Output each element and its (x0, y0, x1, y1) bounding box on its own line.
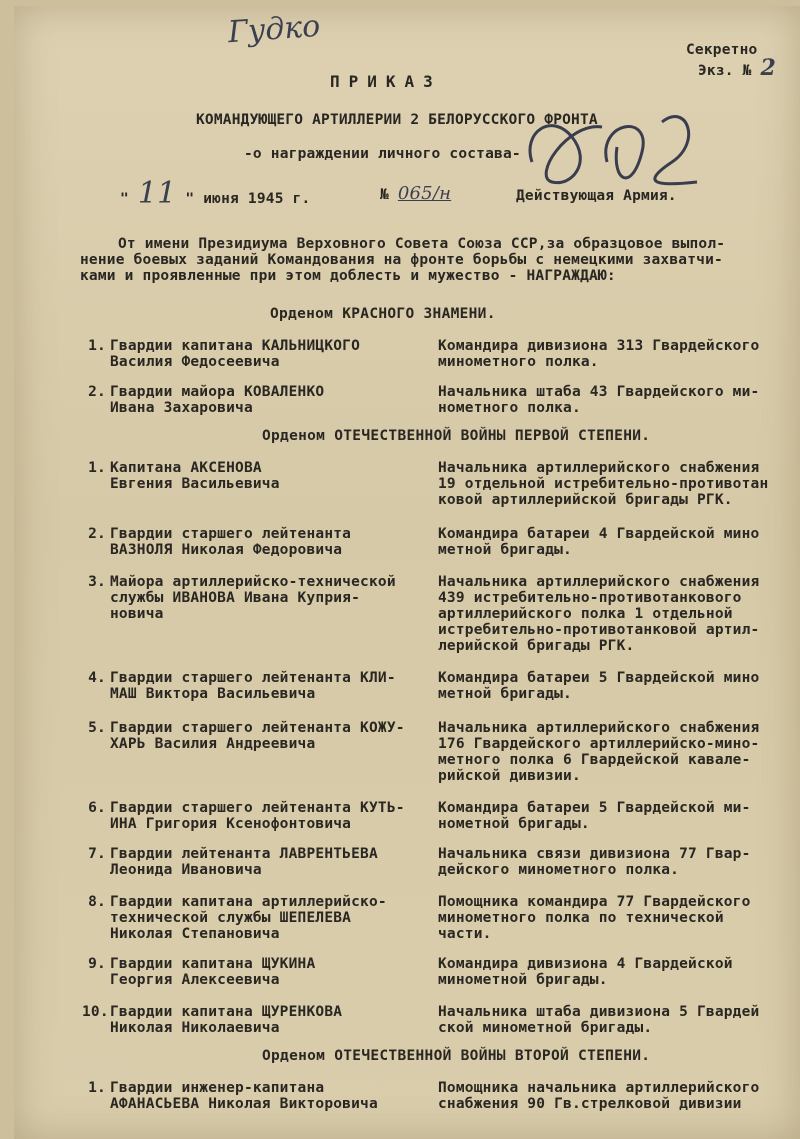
preamble-line: ками и проявленные при этом доблесть и мужество - НАГРАЖДАЮ: (80, 268, 616, 284)
entry-number: 1. (88, 1080, 106, 1096)
position: Начальника артиллерийского снабжения 19 отдельной истребительно-противотан ковой артиллерийской бригады РГК. (438, 460, 769, 508)
recipient: Гвардии инженер-капитана АФАНАСЬЕВА Николая Викторовича (110, 1080, 378, 1112)
preamble (80, 236, 725, 284)
handwritten-mark-icon (512, 92, 712, 202)
position: Начальника штаба 43 Гвардейского ми- нометного полка. (438, 384, 760, 416)
position: Начальника связи дивизиона 77 Гвар- дейского минометного полка. (438, 846, 751, 878)
order-subtitle: КОМАНДУЮЩЕГО АРТИЛЛЕРИИ 2 БЕЛОРУССКОГО ФРОНТА (196, 112, 598, 128)
recipient: Гвардии старшего лейтенанта КОЖУ- ХАРЬ Василия Андреевича (110, 720, 405, 752)
position: Начальника штаба дивизиона 5 Гвардей ской минометной бригады. (438, 1004, 760, 1036)
recipient: Гвардии старшего лейтенанта ВАЗНОЛЯ Николая Федоровича (110, 526, 352, 558)
entry-number: 3. (88, 574, 106, 590)
position: Командира батареи 5 Гвардейской ми- нометной бригады. (438, 800, 751, 832)
section-heading: Орденом КРАСНОГО ЗНАМЕНИ. (270, 306, 496, 322)
recipient: Гвардии старшего лейтенанта КЛИ- МАШ Виктора Васильевича (110, 670, 396, 702)
recipient: Капитана АКСЕНОВА Евгения Васильевича (110, 460, 280, 492)
copy-number-line: Экз. № 2 (698, 55, 777, 81)
handwritten-name: Гудко (226, 8, 322, 51)
secrecy-mark: Секретно (686, 42, 758, 58)
preamble-line: нение боевых заданий Командования на фронте борьбы с немецкими захватчи- (80, 252, 723, 268)
place: Действующая Армия. (516, 188, 677, 204)
recipient: Гвардии капитана ЩУКИНА Георгия Алексеевича (110, 956, 316, 988)
order-subject: -о награждении личного состава- (244, 146, 521, 162)
entry-number: 6. (88, 800, 106, 816)
position: Командира дивизиона 4 Гвардейской минометной бригады. (438, 956, 733, 988)
entry-number: 7. (88, 846, 106, 862)
section-heading: Орденом ОТЕЧЕСТВЕННОЙ ВОЙНЫ ПЕРВОЙ СТЕПЕНИ. (262, 428, 651, 444)
entry-number: 5. (88, 720, 106, 736)
entry-number: 1. (88, 338, 106, 354)
order-number: № 065/н (380, 183, 452, 204)
recipient: Гвардии капитана КАЛЬНИЦКОГО Василия Федосеевича (110, 338, 361, 370)
entry-number: 2. (88, 384, 106, 400)
entry-number: 10. (82, 1004, 109, 1020)
entry-number: 9. (88, 956, 106, 972)
order-date: " 11 " июня 1945 г. (120, 176, 311, 211)
position: Помощника командира 77 Гвардейского минометного полка по технической части. (438, 894, 751, 942)
entry-number: 1. (88, 460, 106, 476)
date-day: 11 (137, 176, 177, 211)
recipient: Гвардии капитана ЩУРЕНКОВА Николая Николаевича (110, 1004, 343, 1036)
entry-number: 8. (88, 894, 106, 910)
recipient: Гвардии старшего лейтенанта КУТЬ- ИНА Григория Ксенофонтовича (110, 800, 405, 832)
entry-number: 2. (88, 526, 106, 542)
preamble-line: От имени Президиума Верховного Совета Союза ССР,за образцовое выпол- (118, 236, 726, 252)
recipient: Майора артиллерийско-технической службы ИВАНОВА Ивана Куприя- новича (110, 574, 396, 622)
recipient: Гвардии майора КОВАЛЕНКО Ивана Захаровича (110, 384, 325, 416)
entry-number: 4. (88, 670, 106, 686)
recipient: Гвардии капитана артиллерийско- технической службы ШЕПЕЛЕВА Николая Степановича (110, 894, 387, 942)
position: Командира батареи 4 Гвардейской мино метной бригады. (438, 526, 760, 558)
position: Помощника начальника артиллерийского снабжения 90 Гв.стрелковой дивизии (438, 1080, 760, 1112)
position: Командира батареи 5 Гвардейской мино метной бригады. (438, 670, 760, 702)
position: Начальника артиллерийского снабжения 176 Гвардейского артиллерийско-мино- метного полка 6 Гвардейской кавале- рийской дивизии. (438, 720, 760, 784)
position: Начальника артиллерийского снабжения 439 истребительно-противотанкового артиллерийского полка 1 отдельной истребительно-противотанковой артил- лерийской бригады РГК. (438, 574, 760, 654)
order-title: ПРИКАЗ (330, 72, 442, 91)
copy-number: 2 (760, 55, 777, 81)
section-heading: Орденом ОТЕЧЕСТВЕННОЙ ВОЙНЫ ВТОРОЙ СТЕПЕНИ. (262, 1048, 651, 1064)
recipient: Гвардии лейтенанта ЛАВРЕНТЬЕВА Леонида Ивановича (110, 846, 378, 878)
position: Командира дивизиона 313 Гвардейского минометного полка. (438, 338, 760, 370)
order-number-value: 065/н (397, 183, 452, 204)
